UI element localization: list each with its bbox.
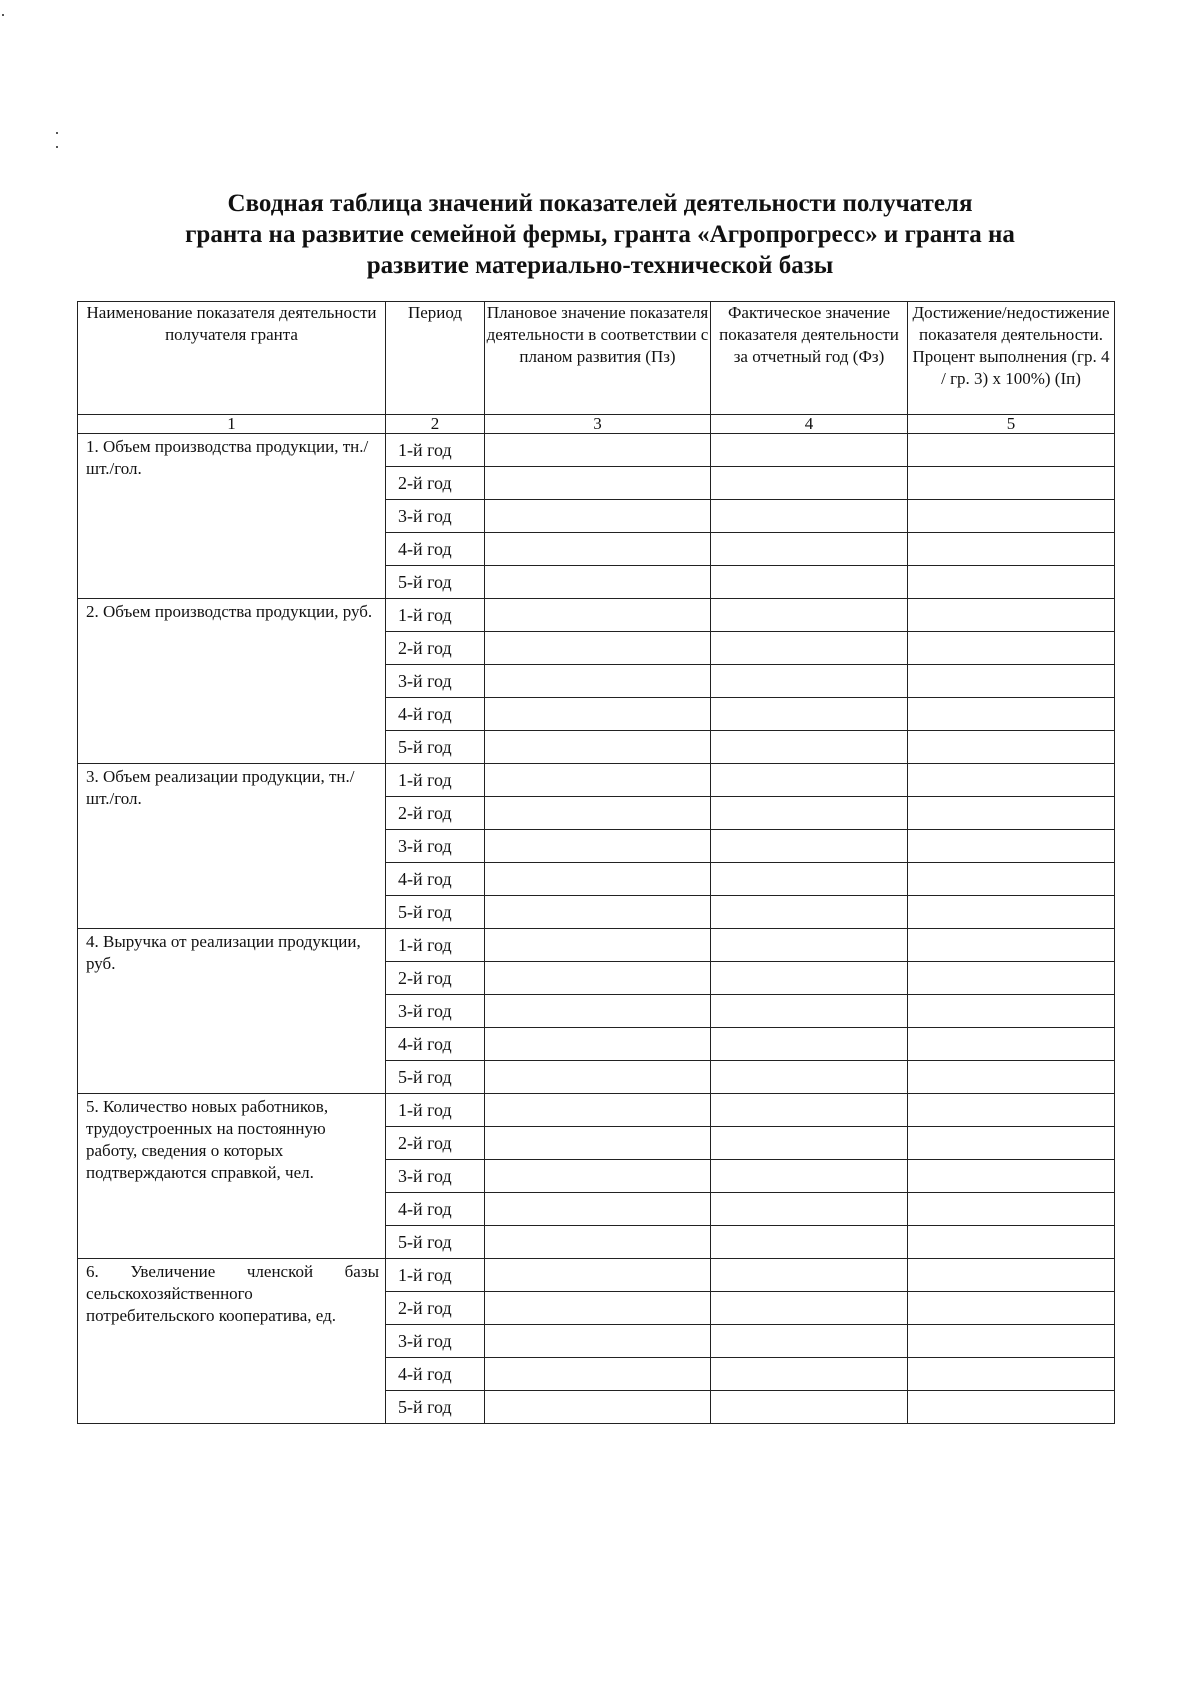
period-cell: 1-й год [386, 599, 485, 632]
column-number: 4 [711, 415, 908, 434]
planned-value-cell[interactable] [485, 896, 711, 929]
indicator-name: 5. Количество новых работников, трудоустроенных на постоянную работу, сведения о которых подтверждаются справкой, чел. [78, 1094, 386, 1259]
period-cell: 1-й год [386, 434, 485, 467]
achievement-cell[interactable] [908, 830, 1115, 863]
table-row [78, 1094, 1115, 1127]
achievement-cell[interactable] [908, 665, 1115, 698]
column-number: 2 [386, 415, 485, 434]
actual-value-cell[interactable] [711, 566, 908, 599]
actual-value-cell[interactable] [711, 1094, 908, 1127]
period-cell: 3-й год [386, 995, 485, 1028]
table-row [78, 434, 1115, 467]
actual-value-cell[interactable] [711, 1259, 908, 1292]
title-line-2: гранта на развитие семейной фермы, гранта «Агропрогресс» и гранта на [185, 221, 1015, 248]
period-cell: 4-й год [386, 1358, 485, 1391]
planned-value-cell[interactable] [485, 1160, 711, 1193]
planned-value-cell[interactable] [485, 1061, 711, 1094]
planned-value-cell[interactable] [485, 599, 711, 632]
achievement-cell[interactable] [908, 1094, 1115, 1127]
actual-value-cell[interactable] [711, 929, 908, 962]
achievement-cell[interactable] [908, 632, 1115, 665]
header-achievement-percent: Достижение/недостижение показателя деятельности. Процент выполнения (гр. 4 / гр. 3) х 100%) (Iп) [908, 302, 1115, 415]
column-number: 1 [78, 415, 386, 434]
period-cell: 3-й год [386, 1160, 485, 1193]
planned-value-cell[interactable] [485, 929, 711, 962]
period-cell: 3-й год [386, 665, 485, 698]
header-actual-value: Фактическое значение показателя деятельности за отчетный год (Фз) [711, 302, 908, 415]
period-cell: 3-й год [386, 1325, 485, 1358]
planned-value-cell[interactable] [485, 1226, 711, 1259]
indicator-name: 2. Объем производства продукции, руб. [78, 599, 386, 764]
indicator-name: 6. Увеличение членской базы сельскохозяйственного потребительского кооператива, ед. [78, 1259, 386, 1424]
actual-value-cell[interactable] [711, 830, 908, 863]
planned-value-cell[interactable] [485, 500, 711, 533]
table-row [78, 1259, 1115, 1292]
actual-value-cell[interactable] [711, 698, 908, 731]
period-cell: 2-й год [386, 467, 485, 500]
planned-value-cell[interactable] [485, 1094, 711, 1127]
header-indicator-name: Наименование показателя деятельности получателя гранта [78, 302, 386, 415]
planned-value-cell[interactable] [485, 632, 711, 665]
planned-value-cell[interactable] [485, 830, 711, 863]
table-row [78, 929, 1115, 962]
period-cell: 2-й год [386, 1292, 485, 1325]
indicator-name: 1. Объем производства продукции, тн./шт./гол. [78, 434, 386, 599]
actual-value-cell[interactable] [711, 863, 908, 896]
period-cell: 3-й год [386, 500, 485, 533]
planned-value-cell[interactable] [485, 1325, 711, 1358]
planned-value-cell[interactable] [485, 1259, 711, 1292]
table-row [78, 764, 1115, 797]
title-line-1: Сводная таблица значений показателей деятельности получателя [227, 190, 973, 217]
period-cell: 2-й год [386, 632, 485, 665]
period-cell: 5-й год [386, 1061, 485, 1094]
actual-value-cell[interactable] [711, 1127, 908, 1160]
achievement-cell[interactable] [908, 467, 1115, 500]
indicator-name: 4. Выручка от реализации продукции, руб. [78, 929, 386, 1094]
actual-value-cell[interactable] [711, 1292, 908, 1325]
achievement-cell[interactable] [908, 1061, 1115, 1094]
document-title [150, 188, 1050, 281]
achievement-cell[interactable] [908, 797, 1115, 830]
actual-value-cell[interactable] [711, 1160, 908, 1193]
actual-value-cell[interactable] [711, 1391, 908, 1424]
achievement-cell[interactable] [908, 1325, 1115, 1358]
actual-value-cell[interactable] [711, 632, 908, 665]
planned-value-cell[interactable] [485, 533, 711, 566]
header-planned-value: Плановое значение показателя деятельности в соответствии с планом развития (Пз) [485, 302, 711, 415]
planned-value-cell[interactable] [485, 467, 711, 500]
actual-value-cell[interactable] [711, 1325, 908, 1358]
actual-value-cell[interactable] [711, 434, 908, 467]
achievement-cell[interactable] [908, 566, 1115, 599]
column-number: 3 [485, 415, 711, 434]
period-cell: 4-й год [386, 698, 485, 731]
period-cell: 2-й год [386, 962, 485, 995]
achievement-cell[interactable] [908, 698, 1115, 731]
planned-value-cell[interactable] [485, 863, 711, 896]
achievement-cell[interactable] [908, 1028, 1115, 1061]
period-cell: 3-й год [386, 830, 485, 863]
planned-value-cell[interactable] [485, 566, 711, 599]
achievement-cell[interactable] [908, 1259, 1115, 1292]
column-number: 5 [908, 415, 1115, 434]
period-cell: 4-й год [386, 1028, 485, 1061]
period-cell: 1-й год [386, 764, 485, 797]
planned-value-cell[interactable] [485, 995, 711, 1028]
achievement-cell[interactable] [908, 731, 1115, 764]
planned-value-cell[interactable] [485, 1193, 711, 1226]
period-cell: 4-й год [386, 863, 485, 896]
achievement-cell[interactable] [908, 1391, 1115, 1424]
actual-value-cell[interactable] [711, 500, 908, 533]
actual-value-cell[interactable] [711, 1226, 908, 1259]
achievement-cell[interactable] [908, 1160, 1115, 1193]
column-numbers-row [78, 415, 1115, 434]
actual-value-cell[interactable] [711, 995, 908, 1028]
achievement-cell[interactable] [908, 1226, 1115, 1259]
achievement-cell[interactable] [908, 929, 1115, 962]
actual-value-cell[interactable] [711, 962, 908, 995]
planned-value-cell[interactable] [485, 1358, 711, 1391]
planned-value-cell[interactable] [485, 962, 711, 995]
achievement-cell[interactable] [908, 434, 1115, 467]
actual-value-cell[interactable] [711, 533, 908, 566]
planned-value-cell[interactable] [485, 1292, 711, 1325]
actual-value-cell[interactable] [711, 1028, 908, 1061]
achievement-cell[interactable] [908, 962, 1115, 995]
period-cell: 1-й год [386, 929, 485, 962]
achievement-cell[interactable] [908, 764, 1115, 797]
planned-value-cell[interactable] [485, 1127, 711, 1160]
planned-value-cell[interactable] [485, 764, 711, 797]
achievement-cell[interactable] [908, 533, 1115, 566]
header-row [78, 302, 1115, 415]
achievement-cell[interactable] [908, 500, 1115, 533]
header-period: Период [386, 302, 485, 415]
period-cell: 1-й год [386, 1094, 485, 1127]
period-cell: 5-й год [386, 731, 485, 764]
planned-value-cell[interactable] [485, 434, 711, 467]
achievement-cell[interactable] [908, 1193, 1115, 1226]
period-cell: 5-й год [386, 1391, 485, 1424]
achievement-cell[interactable] [908, 1358, 1115, 1391]
period-cell: 1-й год [386, 1259, 485, 1292]
scan-mark [56, 146, 58, 148]
period-cell: 4-й год [386, 1193, 485, 1226]
indicators-table [77, 301, 1115, 1424]
period-cell: 5-й год [386, 566, 485, 599]
planned-value-cell[interactable] [485, 1028, 711, 1061]
achievement-cell[interactable] [908, 1292, 1115, 1325]
period-cell: 2-й год [386, 1127, 485, 1160]
title-line-3: развитие материально-технической базы [366, 252, 834, 279]
period-cell: 2-й год [386, 797, 485, 830]
planned-value-cell[interactable] [485, 698, 711, 731]
table-row [78, 599, 1115, 632]
actual-value-cell[interactable] [711, 764, 908, 797]
actual-value-cell[interactable] [711, 1193, 908, 1226]
achievement-cell[interactable] [908, 863, 1115, 896]
actual-value-cell[interactable] [711, 731, 908, 764]
achievement-cell[interactable] [908, 995, 1115, 1028]
actual-value-cell[interactable] [711, 1061, 908, 1094]
actual-value-cell[interactable] [711, 896, 908, 929]
actual-value-cell[interactable] [711, 665, 908, 698]
planned-value-cell[interactable] [485, 665, 711, 698]
period-cell: 4-й год [386, 533, 485, 566]
period-cell: 5-й год [386, 1226, 485, 1259]
planned-value-cell[interactable] [485, 731, 711, 764]
scan-mark [56, 132, 58, 134]
period-cell: 5-й год [386, 896, 485, 929]
achievement-cell[interactable] [908, 599, 1115, 632]
indicator-name: 3. Объем реализации продукции, тн./шт./гол. [78, 764, 386, 929]
actual-value-cell[interactable] [711, 467, 908, 500]
planned-value-cell[interactable] [485, 1391, 711, 1424]
actual-value-cell[interactable] [711, 1358, 908, 1391]
actual-value-cell[interactable] [711, 797, 908, 830]
achievement-cell[interactable] [908, 896, 1115, 929]
scan-mark [2, 14, 4, 16]
achievement-cell[interactable] [908, 1127, 1115, 1160]
planned-value-cell[interactable] [485, 797, 711, 830]
actual-value-cell[interactable] [711, 599, 908, 632]
